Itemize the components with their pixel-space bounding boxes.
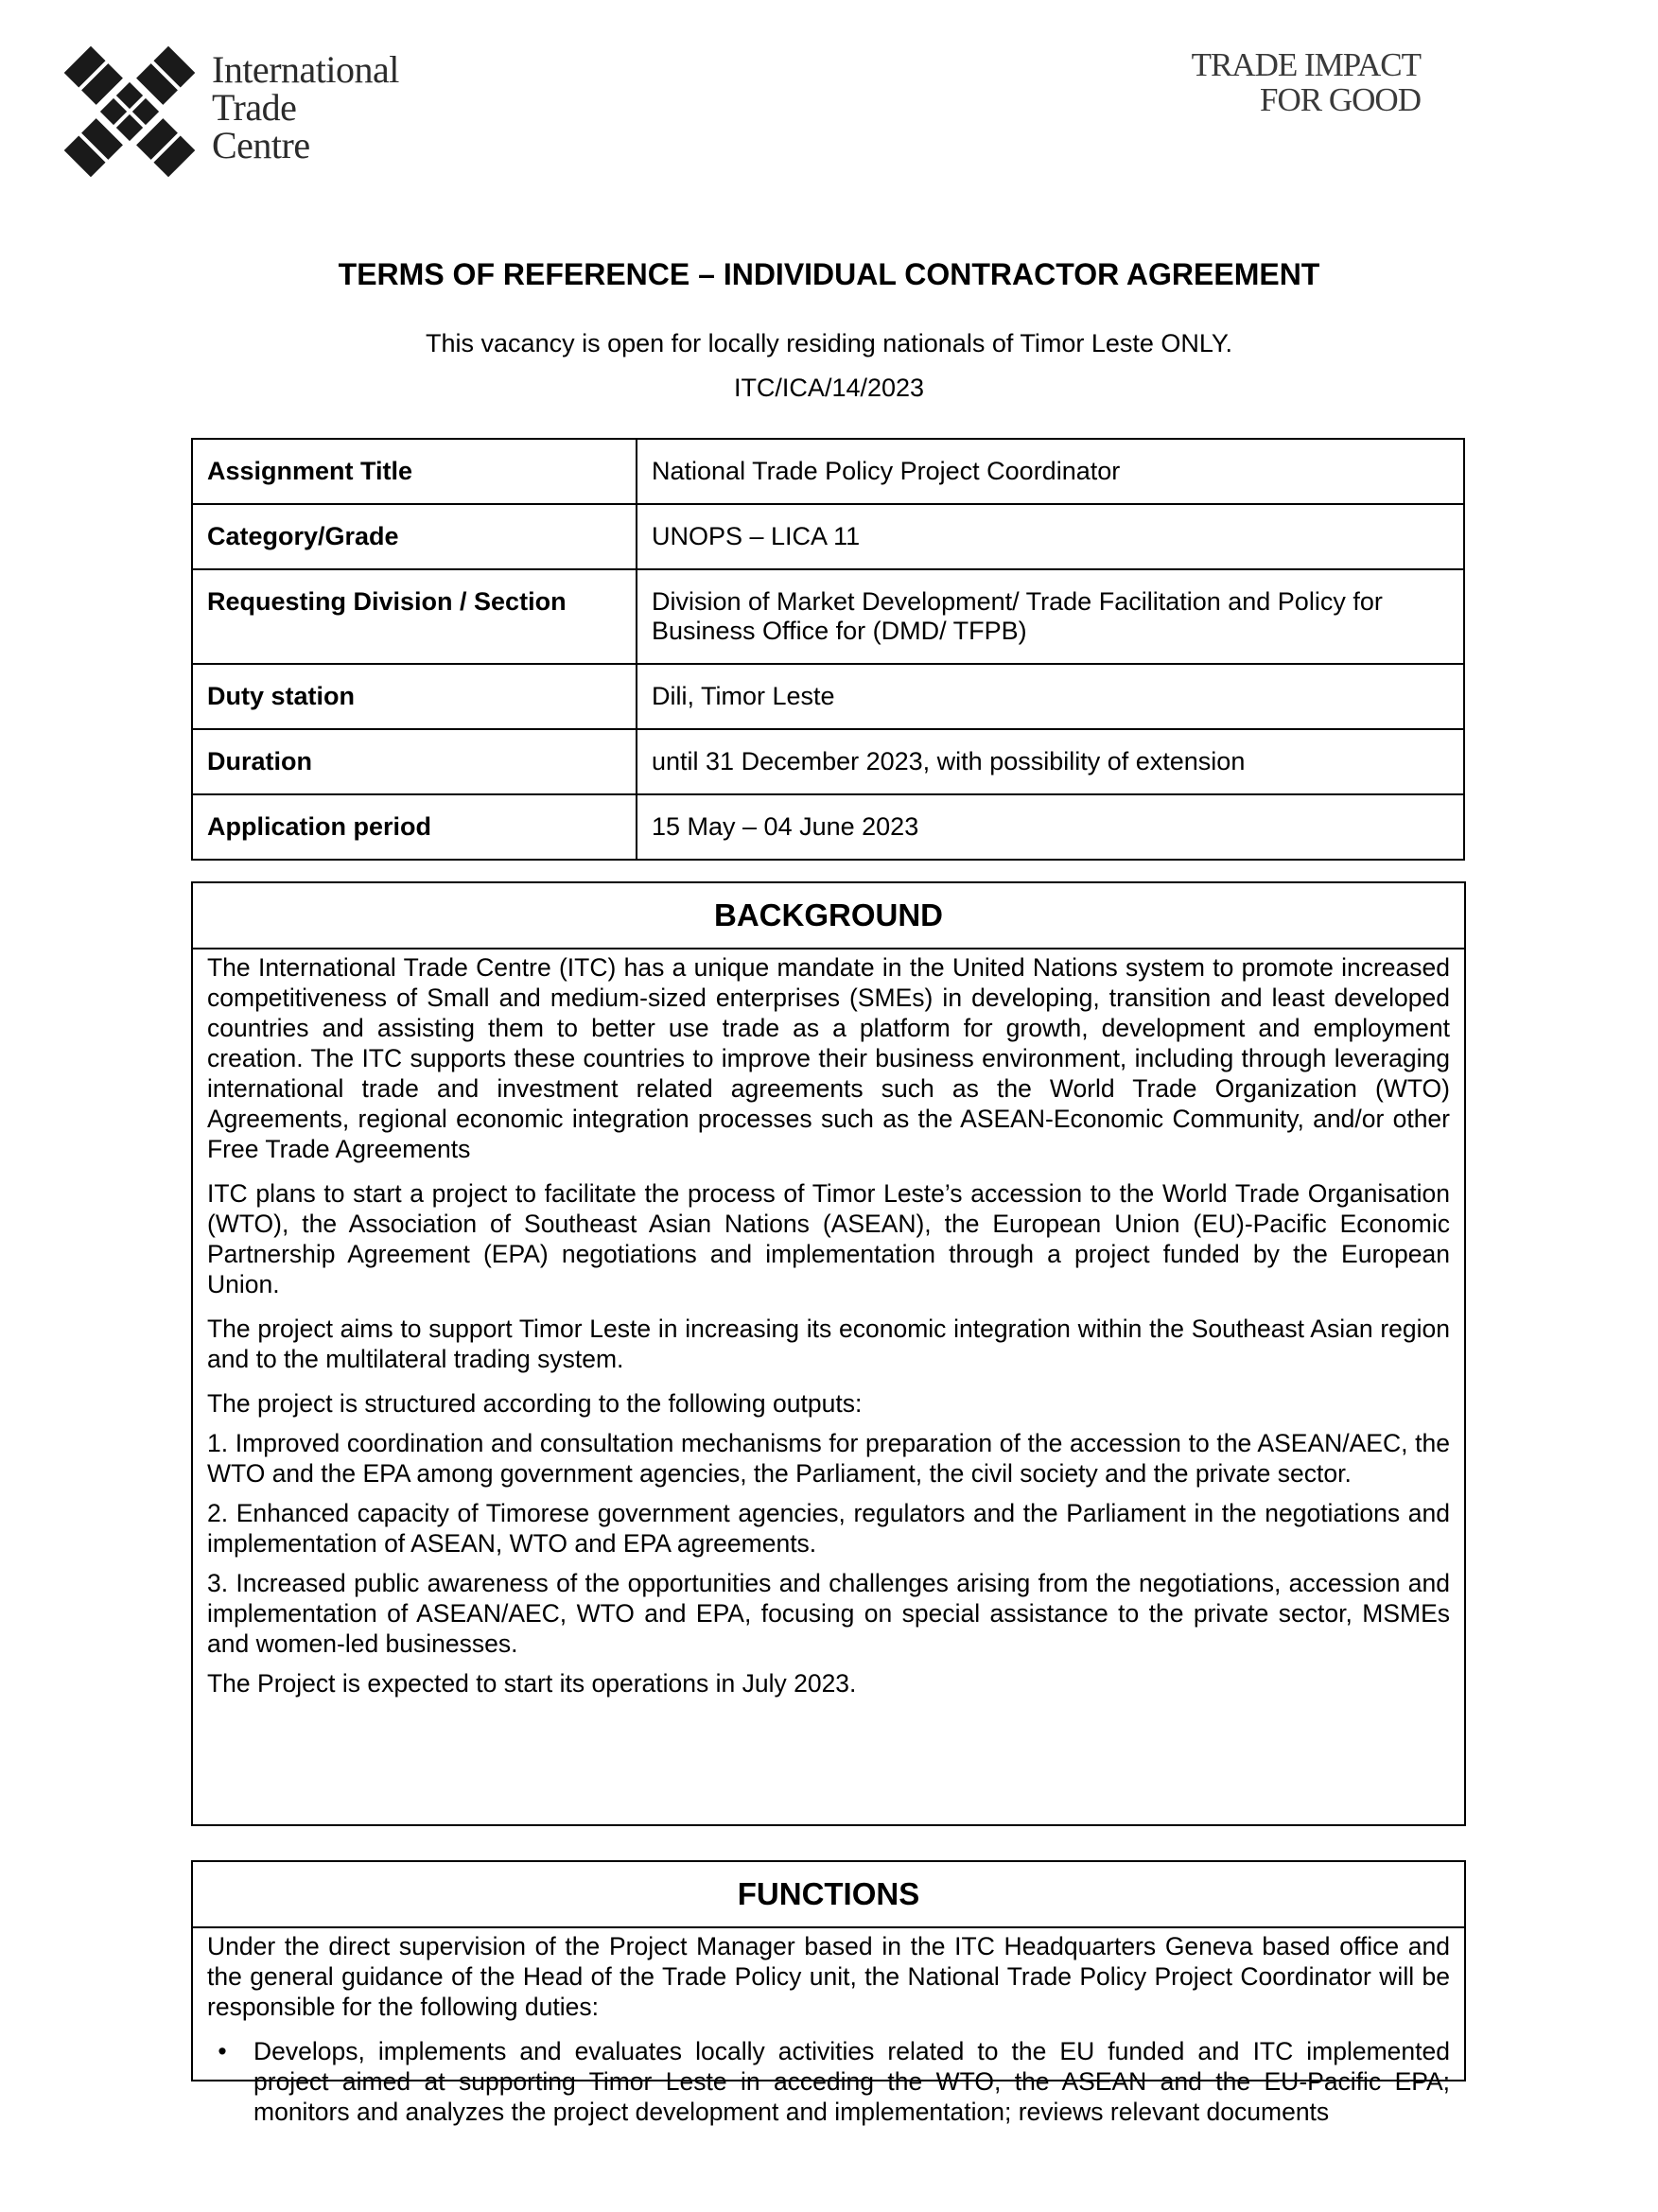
- paragraph: Under the direct supervision of the Project Manager based in the ITC Headquarters Geneva based office and the general guidance of the Head of the Trade Policy unit, the National Trade Policy Project Coordinator will be responsible for the following duties:: [207, 1932, 1450, 2021]
- tagline: [1192, 47, 1421, 117]
- list-item: [207, 2036, 1450, 2127]
- table-row: [192, 569, 1464, 664]
- paragraph: The Project is expected to start its operations in July 2023.: [207, 1669, 857, 1698]
- duties-list: [207, 2036, 1450, 2127]
- paragraph: The International Trade Centre (ITC) has a unique mandate in the United Nations system to promote increased competitiveness of Small and medium-sized enterprises (SMEs) in developing, transition and least developed countries and assisting them to better use trade as a platform for growth, development and employment creation. The ITC supports these countries to improve their business environment, including through leveraging international trade and investment related agreements such as the World Trade Organization (WTO) Agreements, regional economic integration processes such as the ASEAN-Economic Community, and/or other Free Trade Agreements: [207, 953, 1450, 1163]
- bullet-icon: •: [218, 2037, 227, 2065]
- paragraph: The project aims to support Timor Leste in increasing its economic integration within the Southeast Asian region and to the multilateral trading system.: [207, 1315, 1450, 1373]
- org-name-line: International: [212, 48, 399, 91]
- row-label: Duty station: [192, 664, 637, 729]
- section-body: [193, 949, 1464, 1723]
- row-label: Requesting Division / Section: [192, 569, 637, 664]
- background-section: [191, 881, 1466, 1826]
- assignment-info-table: [191, 438, 1465, 861]
- org-name-line: Centre: [212, 124, 310, 166]
- row-value: UNOPS – LICA 11: [637, 504, 1464, 569]
- table-row: [192, 794, 1464, 860]
- org-name-line: Trade: [212, 86, 297, 129]
- row-label: Duration: [192, 729, 637, 794]
- output-item: 1. Improved coordination and consultation mechanisms for preparation of the accession to the ASEAN/AEC, the WTO and the EPA among government agencies, the Parliament, the civil society and the private sector.: [207, 1429, 1450, 1488]
- output-item: 3. Increased public awareness of the opportunities and challenges arising from the negotiations, accession and implementation of ASEAN/AEC, WTO and EPA, focusing on special assistance to the private sector, MSMEs and women-led businesses.: [207, 1569, 1450, 1658]
- vacancy-note: This vacancy is open for locally residing nationals of Timor Leste ONLY.: [426, 329, 1232, 357]
- org-name: [212, 48, 399, 166]
- paragraph: ITC plans to start a project to facilitate the process of Timor Leste’s accession to the World Trade Organisation (WTO), the Association of Southeast Asian Nations (ASEAN), the European Union (EU)-Pacific Economic Partnership Agreement (EPA) negotiations and implementation through a project funded by the European Union.: [207, 1179, 1450, 1298]
- table-row: [192, 729, 1464, 794]
- table-row: [192, 504, 1464, 569]
- row-value: National Trade Policy Project Coordinator: [637, 439, 1464, 504]
- row-label: Assignment Title: [192, 439, 637, 504]
- duty-text: Develops, implements and evaluates locally activities related to the EU funded and ITC implemented project aimed at supporting Timor Leste in acceding the WTO, the ASEAN and the EU-Pacific EPA; monitors and analyzes the project development and implementation; reviews relevant documents: [253, 2037, 1450, 2126]
- row-value: Division of Market Development/ Trade Facilitation and Policy for Business Office for (DMD/ TFPB): [637, 569, 1464, 664]
- row-label: Application period: [192, 794, 637, 860]
- section-heading: FUNCTIONS: [193, 1862, 1464, 1928]
- row-value: until 31 December 2023, with possibility of extension: [637, 729, 1464, 794]
- row-value: Dili, Timor Leste: [637, 664, 1464, 729]
- output-item: 2. Enhanced capacity of Timorese government agencies, regulators and the Parliament in the negotiations and implementation of ASEAN, WTO and EPA agreements.: [207, 1499, 1450, 1558]
- section-heading: BACKGROUND: [193, 883, 1464, 949]
- row-value: 15 May – 04 June 2023: [637, 794, 1464, 860]
- paragraph: The project is structured according to the following outputs:: [207, 1389, 863, 1418]
- functions-section: [191, 1860, 1466, 2126]
- section-body: [193, 1928, 1464, 2142]
- table-row: [192, 664, 1464, 729]
- itc-logo-mark: [53, 36, 206, 187]
- document-title: TERMS OF REFERENCE – INDIVIDUAL CONTRACTOR AGREEMENT: [338, 257, 1320, 291]
- tagline-line: FOR GOOD: [1260, 81, 1421, 118]
- reference-number: ITC/ICA/14/2023: [733, 374, 925, 402]
- table-row: [192, 439, 1464, 504]
- tagline-line: TRADE IMPACT: [1191, 46, 1421, 83]
- row-label: Category/Grade: [192, 504, 637, 569]
